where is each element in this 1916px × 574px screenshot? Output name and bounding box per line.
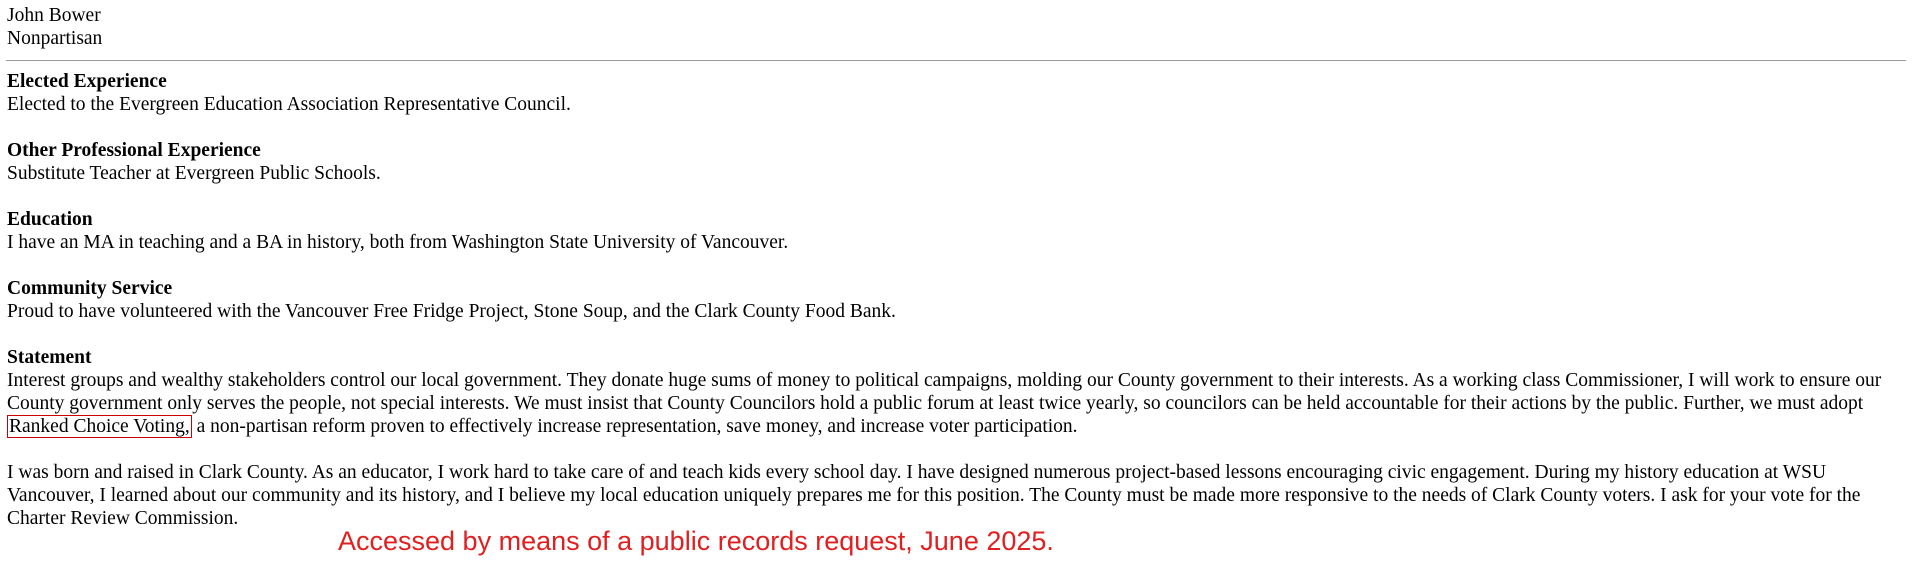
professional-experience-text: Substitute Teacher at Evergreen Public Schools. [7,163,381,184]
professional-experience-heading: Other Professional Experience [7,140,261,161]
statement-heading: Statement [7,347,92,368]
statement-paragraph-2-block [7,461,1912,530]
ranked-choice-voting-highlight: Ranked Choice Voting, [9,416,190,437]
statement-paragraph-1-start: Interest groups and wealthy stakeholders control our local government. They donate huge sums of money to political campaigns, molding our County government to their interests. As a working class Commissioner, I will work to ensure our County government only serves the people, not special interests. We must insist that County Councilors hold a public forum at least twice yearly, so councilors can be held accountable for their actions by the public. Further, we must adopt [7,370,1882,414]
elected-experience-text: Elected to the Evergreen Education Association Representative Council. [7,94,571,115]
statement-paragraph-1 [7,369,1912,438]
education-section [7,208,1912,254]
elected-experience-heading: Elected Experience [7,71,167,92]
public-records-annotation: Accessed by means of a public records request, June 2025. [338,526,1054,556]
candidate-party: Nonpartisan [7,28,103,49]
education-text: I have an MA in teaching and a BA in history, both from Washington State University of Vancouver. [7,232,789,253]
statement-section [7,346,1912,438]
community-service-heading: Community Service [7,278,173,299]
statement-paragraph-2: I was born and raised in Clark County. As an educator, I work hard to take care of and teach kids every school day. I have designed numerous project-based lessons encouraging civic engagement. During my history education at WSU Vancouver, I learned about our community and its history, and I believe my local education uniquely prepares me for this position. The County must be made more responsive to the needs of Clark County voters. I ask for your vote for the Charter Review Commission. [7,462,1861,529]
community-service-text: Proud to have volunteered with the Vancouver Free Fridge Project, Stone Soup, and the Clark County Food Bank. [7,301,896,322]
education-heading: Education [7,209,93,230]
header-divider [6,60,1906,61]
professional-experience-section [7,139,1912,185]
candidate-statement-document [7,4,1912,553]
statement-paragraph-1-end: a non-partisan reform proven to effectively increase representation, save money, and increase voter participation. [191,416,1078,437]
community-service-section [7,277,1912,323]
candidate-name: John Bower [7,5,101,26]
elected-experience-section [7,70,1912,116]
